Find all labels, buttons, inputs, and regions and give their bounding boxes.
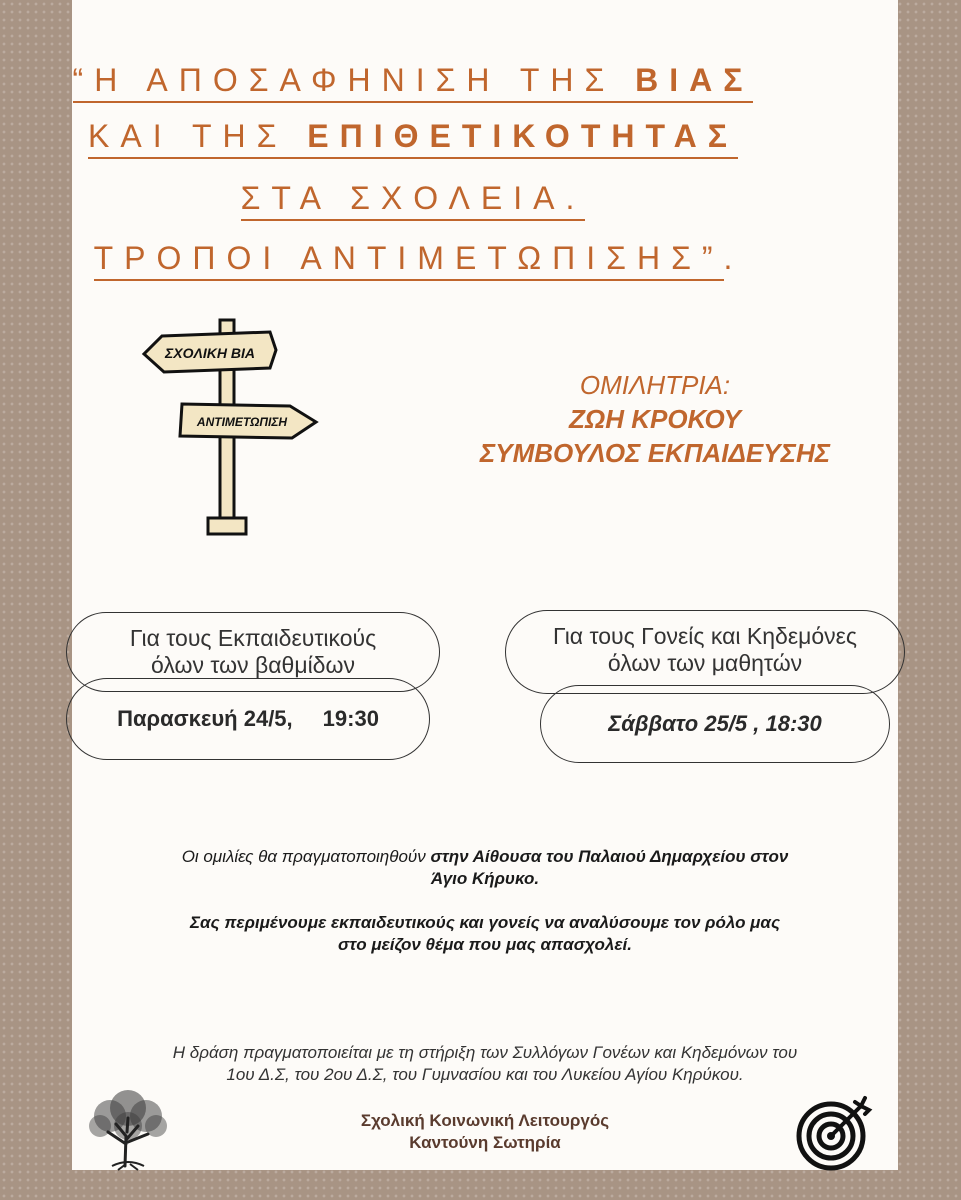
title-text: ΣΤΑ ΣΧΟΛΕΙΑ.	[241, 180, 586, 221]
signature-role: Σχολική Κοινωνική Λειτουργός	[360, 1111, 610, 1130]
teachers-day: Παρασκευή 24/5,	[117, 706, 293, 731]
parents-audience-pill	[505, 610, 905, 694]
parents-date-pill	[540, 685, 890, 763]
poster-page	[72, 0, 898, 1170]
invite-text	[72, 912, 898, 956]
venue-text	[72, 846, 898, 890]
title-line-3	[0, 180, 826, 221]
signature-name: Καντούνη Σωτηρία	[409, 1133, 561, 1152]
sign-bottom-label: ΑΝΤΙΜΕΤΩΠΙΣΗ	[196, 415, 288, 429]
venue-bold-2: Άγιο Κήρυκο.	[430, 869, 540, 888]
support-line-2: 1ου Δ.Σ, του 2ου Δ.Σ, του Γυμνασίου και του Λυκείου Αγίου Κηρύκου.	[226, 1065, 744, 1084]
title-line-2	[0, 118, 826, 159]
speaker-name: ΖΩΗ ΚΡΟΚΟΥ	[569, 404, 741, 434]
support-line-1: Η δράση πραγματοποιείται με τη στήριξη των Συλλόγων Γονέων και Κηδεμόνων του	[172, 1043, 798, 1062]
speaker-block	[420, 368, 890, 470]
teachers-line-1: Για τους Εκπαιδευτικούς	[129, 625, 377, 651]
teachers-time: 19:30	[322, 706, 379, 731]
title-bold-text: ΕΠΙΘΕΤΙΚΟΤΗΤΑΣ	[307, 118, 738, 154]
title-period: .	[723, 240, 733, 276]
invite-line-1: Σας περιμένουμε εκπαιδευτικούς και γονείς να αναλύσουμε τον ρόλο μας	[189, 913, 781, 932]
teachers-line-2: όλων των βαθμίδων	[151, 652, 355, 678]
title-text: ΚΑΙ ΤΗΣ	[88, 118, 308, 154]
venue-bold: στην Αίθουσα του Παλαιού Δημαρχείου στον	[430, 847, 789, 866]
target-arrow-icon	[795, 1094, 875, 1174]
speaker-label: ΟΜΙΛΗΤΡΙΑ:	[579, 370, 731, 400]
title-text: “Η ΑΠΟΣΑΦΗΝΙΣΗ ΤΗΣ	[72, 62, 636, 98]
title-line-1	[0, 62, 826, 103]
title-text: ΤΡΟΠΟΙ ΑΝΤΙΜΕΤΩΠΙΣΗΣ”	[94, 240, 724, 281]
tree-icon	[82, 1082, 174, 1174]
title-line-4	[0, 240, 826, 281]
support-text	[72, 1042, 898, 1086]
parents-date: Σάββατο 25/5 , 18:30	[608, 711, 822, 736]
title-bold-text: ΒΙΑΣ	[635, 62, 754, 98]
sign-top-label: ΣΧΟΛΙΚΗ ΒΙΑ	[165, 345, 255, 361]
parents-line-2: όλων των μαθητών	[607, 650, 803, 676]
teachers-date-pill	[66, 678, 430, 760]
invite-line-2: στο μείζον θέμα που μας απασχολεί.	[338, 935, 632, 954]
parents-line-1: Για τους Γονείς και Κηδεμόνες	[553, 623, 857, 649]
speaker-role: ΣΥΜΒΟΥΛΟΣ ΕΚΠΑΙΔΕΥΣΗΣ	[479, 438, 831, 468]
signpost-icon	[140, 312, 330, 542]
venue-pre: Οι ομιλίες θα πραγματοποιηθούν	[181, 847, 431, 866]
signature-block	[72, 1110, 898, 1154]
